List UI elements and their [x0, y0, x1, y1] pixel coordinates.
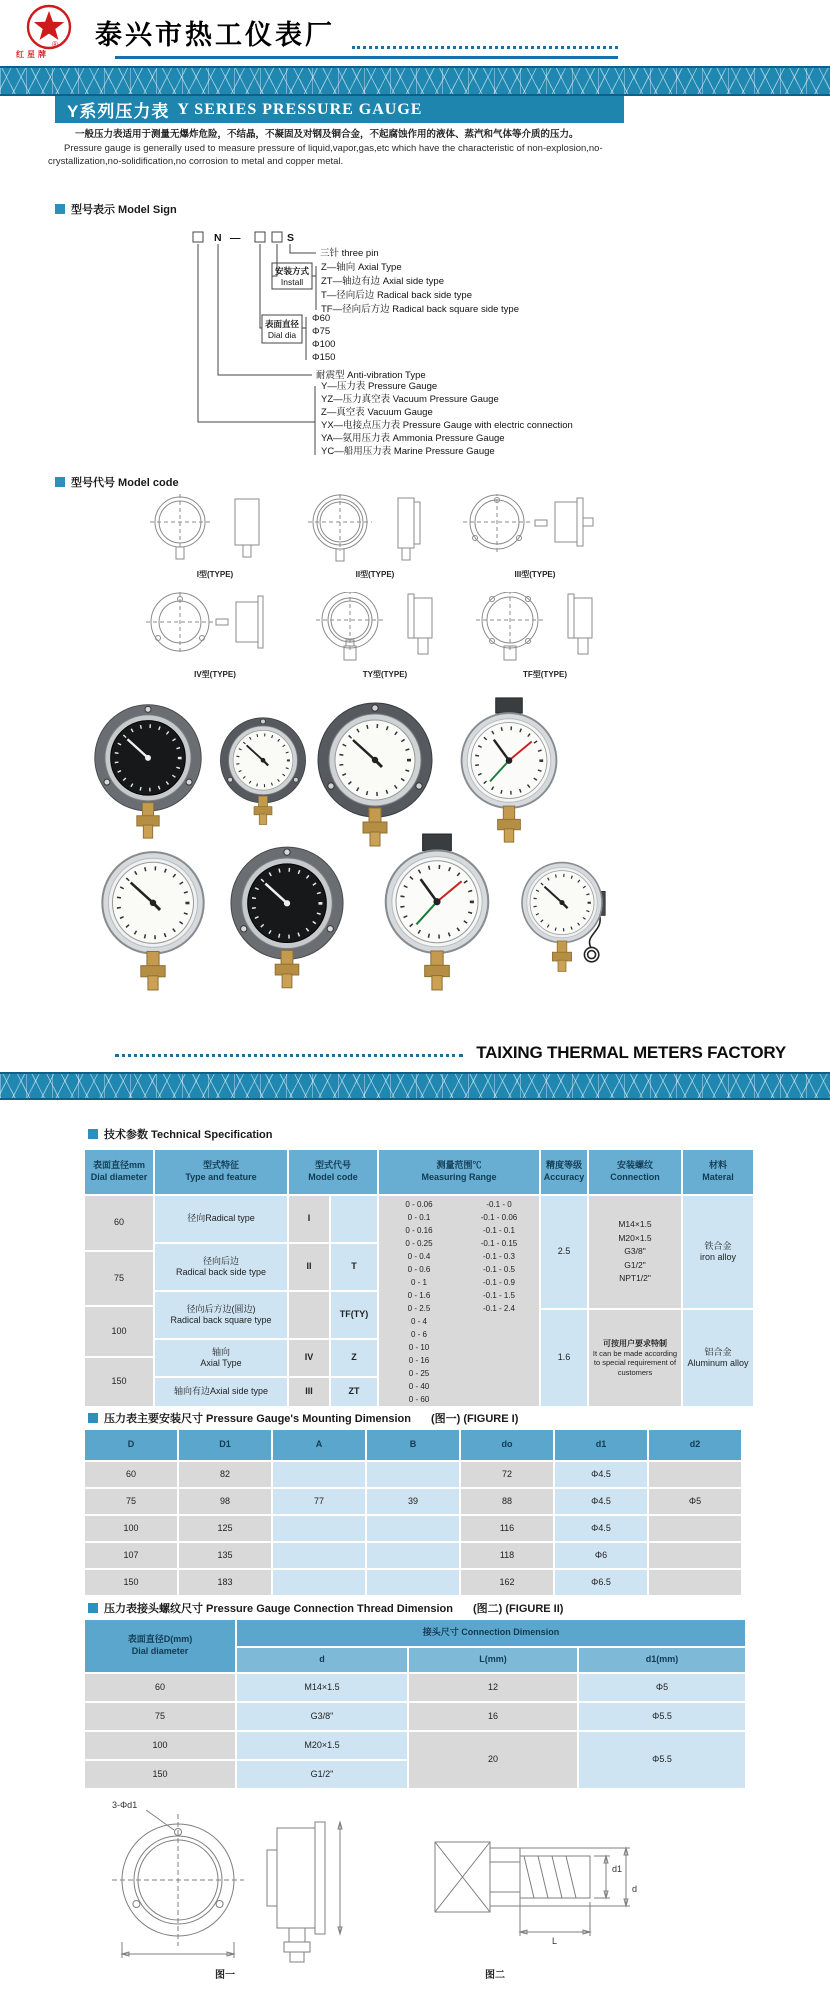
- section-square-icon: [88, 1129, 98, 1139]
- intro-paragraph-cn: 一般压力表适用于测量无爆炸危险，不结晶，不凝固及对钢及铜合金，不起腐蚀作用的液体、蒸汽和气体等介质的压力。: [75, 129, 579, 140]
- brand-label: 红星牌: [16, 50, 49, 59]
- factory-title: 泰兴市热工仪表厂: [95, 20, 335, 50]
- list-line: G3/8": [624, 1246, 646, 1257]
- list-line: 0 - 1: [410, 1278, 427, 1287]
- dial-label-cn: 表面直径: [264, 319, 300, 329]
- install-item-2: T—径向后边 Radical back side type: [321, 290, 472, 301]
- code2-cell: TF(TY): [331, 1292, 377, 1338]
- mnt-cell: 116: [461, 1516, 553, 1541]
- fig2-dim-d: d: [632, 1884, 638, 1894]
- pattern-band-top: [0, 66, 830, 96]
- mnt-cell: Φ6: [555, 1543, 647, 1568]
- list-line: -0.1 - 0.15: [480, 1239, 518, 1248]
- mnt-cell: 88: [461, 1489, 553, 1514]
- mnt-cell: 82: [179, 1462, 271, 1487]
- list-line: 0 - 0.1: [407, 1213, 431, 1222]
- gauge-type-3: YX—电接点压力表 Pressure Gauge with electric connection: [321, 420, 573, 431]
- spec-table: [85, 1150, 753, 1406]
- anti-vibration-label: 耐震型 Anti-vibration Type: [316, 370, 426, 381]
- col-header-type: 型式特征 Type and feature: [155, 1150, 287, 1194]
- mounting-title: 压力表主要安装尺寸 Pressure Gauge's Mounting Dimension (图一) (FIGURE I): [88, 1410, 518, 1426]
- accuracy-column: [541, 1196, 587, 1406]
- token-n: N: [214, 232, 222, 244]
- list-line: M14×1.5: [618, 1219, 652, 1230]
- type-cell: 轴向 Axial Type: [155, 1340, 287, 1376]
- pressure-gauge-photo-8: [514, 838, 610, 988]
- mounting-table: [85, 1430, 745, 1595]
- list-line: 0 - 0.06: [405, 1200, 433, 1209]
- accuracy-upper: 2.5: [541, 1196, 587, 1308]
- mnt-cell: 98: [179, 1489, 271, 1514]
- spec-title: 技术参数 Technical Specification: [88, 1126, 273, 1142]
- list-line: 0 - 1.6: [407, 1291, 431, 1300]
- list-line: 0 - 0.4: [407, 1252, 431, 1261]
- figure2-ref: (图二) (FIGURE II): [473, 1603, 564, 1615]
- series-title-en: Y SERIES PRESSURE GAUGE: [177, 100, 423, 118]
- thr-cell-merged-L: 20: [409, 1732, 577, 1788]
- measuring-range-cell: [379, 1196, 539, 1406]
- code2-cell: T: [331, 1244, 377, 1290]
- dial-label-en: Dial dia: [267, 330, 297, 340]
- type-cell: 轴向有边Axial side type: [155, 1378, 287, 1406]
- figure1-ref: (图一) (FIGURE I): [430, 1413, 519, 1425]
- mnt-header-D: D: [85, 1430, 177, 1460]
- fig2-dim-L: L: [552, 1936, 558, 1946]
- thr-cell: M20×1.5: [237, 1732, 407, 1759]
- mnt-cell: 125: [179, 1516, 271, 1541]
- section-square-icon: [55, 204, 65, 214]
- mnt-cell: 162: [461, 1570, 553, 1595]
- list-line: -0.1 - 0.1: [482, 1226, 515, 1235]
- mnt-header-A: A: [273, 1430, 365, 1460]
- range-list-vacuum: [459, 1198, 539, 1315]
- thr-header-dial: 表面直径D(mm) Dial diameter: [85, 1620, 235, 1672]
- thr-cell-merged-d1: Φ5.5: [579, 1732, 745, 1788]
- mnt-cell: [649, 1543, 741, 1568]
- install-label-cn: 安装方式: [274, 266, 310, 276]
- gauge-type-0: Y—压力表 Pressure Gauge: [321, 381, 438, 392]
- material-aluminum: 铝合金 Aluminum alloy: [683, 1310, 753, 1406]
- mnt-cell: [367, 1570, 459, 1595]
- code2-cell: ZT: [331, 1378, 377, 1406]
- figure2-caption: 图二: [485, 1970, 505, 1981]
- col-header-dial: 表面直径mm Dial diameter: [85, 1150, 153, 1194]
- pressure-gauge-photo-4: [452, 696, 566, 844]
- code2-cell: [331, 1196, 377, 1242]
- code1-cell: II: [289, 1244, 329, 1290]
- thr-cell: 75: [85, 1703, 235, 1730]
- type-drawing-1: [140, 494, 290, 580]
- mnt-cell: [273, 1570, 365, 1595]
- list-line: -0.1 - 0.06: [480, 1213, 518, 1222]
- pressure-gauge-photo-2: [218, 714, 308, 826]
- gauge-type-5: YC—船用压力表 Marine Pressure Gauge: [321, 446, 495, 457]
- mnt-cell: 107: [85, 1543, 177, 1568]
- type-drawing-6: [470, 592, 620, 680]
- list-line: 0 - 0.6: [407, 1265, 431, 1274]
- model-sign-diagram: [130, 226, 710, 468]
- list-line: 0 - 2.5: [407, 1304, 431, 1313]
- thr-cell: Φ5: [579, 1674, 745, 1701]
- mnt-cell: [367, 1516, 459, 1541]
- section-square-icon: [55, 477, 65, 487]
- thr-cell: Φ5.5: [579, 1703, 745, 1730]
- mnt-cell: [367, 1462, 459, 1487]
- pressure-gauge-photo-6: [228, 842, 346, 990]
- mnt-cell: 60: [85, 1462, 177, 1487]
- type-label: I型(TYPE): [196, 570, 234, 579]
- install-item-3: TF—径向后方边 Radical back square side type: [321, 304, 519, 315]
- fig2-dim-d1: d1: [612, 1864, 623, 1874]
- mnt-cell: Φ4.5: [555, 1489, 647, 1514]
- mnt-cell: 150: [85, 1570, 177, 1595]
- mnt-cell: [649, 1570, 741, 1595]
- mnt-cell: Φ4.5: [555, 1462, 647, 1487]
- type-cell: 径向后边 Radical back side type: [155, 1244, 287, 1290]
- list-line: -0.1 - 0.5: [482, 1265, 515, 1274]
- install-item-1: ZT—轴边有边 Axial side type: [321, 276, 444, 287]
- divider-dotted-line: [115, 1040, 463, 1057]
- col-header-range: 测量范围℃ Measuring Range: [379, 1150, 539, 1194]
- registered-mark: ®: [52, 40, 58, 49]
- mnt-cell: 118: [461, 1543, 553, 1568]
- type-cell: 径向Radical type: [155, 1196, 287, 1242]
- list-line: -0.1 - 1.5: [482, 1291, 515, 1300]
- mnt-cell: Φ4.5: [555, 1516, 647, 1541]
- mnt-cell: [273, 1462, 365, 1487]
- pressure-gauge-photo-3: [315, 698, 435, 848]
- mnt-header-d2: d2: [649, 1430, 741, 1460]
- list-line: 0 - 40: [408, 1382, 430, 1391]
- type-drawing-5: [310, 592, 460, 680]
- mnt-cell: 77: [273, 1489, 365, 1514]
- thr-cell: 12: [409, 1674, 577, 1701]
- three-pin-label: 三针 three pin: [320, 248, 379, 259]
- type-drawing-4: [140, 592, 290, 680]
- thr-cell: 60: [85, 1674, 235, 1701]
- dial-100: 100: [85, 1307, 153, 1355]
- dial-item-1: Φ75: [312, 326, 331, 337]
- mnt-cell: [273, 1516, 365, 1541]
- code1-cell: III: [289, 1378, 329, 1406]
- thr-subheader-d1: d1(mm): [579, 1648, 745, 1672]
- dial-75: 75: [85, 1252, 153, 1306]
- mnt-cell: 135: [179, 1543, 271, 1568]
- list-line: -0.1 - 0: [486, 1200, 512, 1209]
- type-label: III型(TYPE): [514, 570, 556, 579]
- type-cell: 径向后方边(圆边) Radical back square type: [155, 1292, 287, 1338]
- mnt-cell: Φ6.5: [555, 1570, 647, 1595]
- pattern-band-middle: [0, 1072, 830, 1100]
- install-label-en: Install: [280, 277, 304, 287]
- col-header-material: 材料 Materal: [683, 1150, 753, 1194]
- col-header-code: 型式代号 Model code: [289, 1150, 377, 1194]
- gauge-type-4: YA—氨用压力表 Ammonia Pressure Gauge: [321, 433, 505, 444]
- mnt-cell: 39: [367, 1489, 459, 1514]
- list-line: -0.1 - 2.4: [482, 1304, 515, 1313]
- mnt-cell: 75: [85, 1489, 177, 1514]
- code1-cell: [289, 1292, 329, 1338]
- mnt-cell: [649, 1462, 741, 1487]
- type-label: TY型(TYPE): [362, 670, 408, 679]
- list-line: -0.1 - 0.3: [482, 1252, 515, 1261]
- list-line: 0 - 25: [408, 1369, 430, 1378]
- dimension-figures: [0, 1792, 830, 1964]
- type-label: TF型(TYPE): [523, 670, 567, 679]
- thr-subheader-L: L(mm): [409, 1648, 577, 1672]
- dial-item-3: Φ150: [312, 352, 336, 363]
- mnt-cell: [273, 1543, 365, 1568]
- thr-subheader-d: d: [237, 1648, 407, 1672]
- dial-150: 150: [85, 1358, 153, 1406]
- list-line: 0 - 0.25: [405, 1239, 433, 1248]
- col-header-connection: 安装螺纹 Connection: [589, 1150, 681, 1194]
- thr-cell: G1/2": [237, 1761, 407, 1788]
- factory-name-en: TAIXING THERMAL METERS FACTORY: [476, 1043, 786, 1062]
- token-s: S: [287, 232, 295, 244]
- accuracy-lower: 1.6: [541, 1310, 587, 1406]
- range-list-positive: [379, 1198, 459, 1406]
- connection-column: [589, 1196, 681, 1406]
- list-line: -0.1 - 0.9: [482, 1278, 515, 1287]
- code2-cell: Z: [331, 1340, 377, 1376]
- figure1-caption: 图一: [215, 1970, 235, 1981]
- col-header-accuracy: 精度等级 Accuracy: [541, 1150, 587, 1194]
- thr-cell: 100: [85, 1732, 235, 1759]
- thr-cell: M14×1.5: [237, 1674, 407, 1701]
- series-banner: [55, 96, 624, 123]
- list-line: 0 - 16: [408, 1356, 430, 1365]
- mnt-header-D1: D1: [179, 1430, 271, 1460]
- mnt-cell: [367, 1543, 459, 1568]
- pressure-gauge-photo-7: [364, 832, 510, 992]
- material-column: [683, 1196, 753, 1406]
- model-code-title: 型号代号 Model code: [55, 474, 179, 490]
- section-square-icon: [88, 1413, 98, 1423]
- model-sign-title: 型号表示 Model Sign: [55, 201, 177, 217]
- title-dotted-line: [352, 28, 618, 49]
- dial-item-0: Φ60: [312, 313, 331, 324]
- mnt-header-do: do: [461, 1430, 553, 1460]
- dial-item-2: Φ100: [312, 339, 336, 350]
- type-drawing-3: [455, 494, 615, 580]
- list-line: G1/2": [624, 1259, 646, 1270]
- material-iron: 铁合金 iron alloy: [683, 1196, 753, 1308]
- list-line: 0 - 0.16: [405, 1226, 433, 1235]
- mnt-header-B: B: [367, 1430, 459, 1460]
- list-line: 0 - 60: [408, 1395, 430, 1404]
- list-line: 0 - 4: [410, 1317, 427, 1326]
- pressure-gauge-photo-5: [92, 840, 214, 992]
- dial-diameter-column: [85, 1196, 153, 1406]
- series-title-cn: Y系列压力表: [67, 102, 170, 121]
- token-dash: —: [230, 232, 241, 244]
- header-rule: [115, 56, 618, 59]
- thr-cell: 150: [85, 1761, 235, 1788]
- mnt-cell: 72: [461, 1462, 553, 1487]
- connection-threads: [589, 1196, 681, 1308]
- mnt-cell: Φ5: [649, 1489, 741, 1514]
- thread-table: [85, 1620, 745, 1788]
- code1-cell: IV: [289, 1340, 329, 1376]
- fig1-annotation: 3-Φd1: [112, 1800, 138, 1810]
- list-line: NPT1/2": [619, 1273, 651, 1284]
- type-label: II型(TYPE): [355, 570, 395, 579]
- connection-custom: 可按用户要求特制 It can be made according to special requirement of customers: [589, 1310, 681, 1406]
- install-item-0: Z—轴向 Axial Type: [321, 262, 402, 273]
- mnt-cell: 183: [179, 1570, 271, 1595]
- thr-cell: G3/8": [237, 1703, 407, 1730]
- mnt-cell: 100: [85, 1516, 177, 1541]
- code1-cell: I: [289, 1196, 329, 1242]
- list-line: M20×1.5: [618, 1232, 652, 1243]
- thr-cell: 16: [409, 1703, 577, 1730]
- gauge-type-1: YZ—压力真空表 Vacuum Pressure Gauge: [321, 394, 499, 405]
- type-label: IV型(TYPE): [194, 670, 236, 679]
- intro-paragraph-en: Pressure gauge is generally used to measure pressure of liquid,vapor,gas,etc which have the characteristic of non-explosion,no-crystallization,no-solidification,no corrosion to metal and copper metal.: [48, 143, 603, 167]
- list-line: 0 - 10: [408, 1343, 430, 1352]
- section-square-icon: [88, 1603, 98, 1613]
- thr-header-connection: 接头尺寸 Connection Dimension: [237, 1620, 745, 1646]
- dial-60: 60: [85, 1196, 153, 1250]
- list-line: 0 - 6: [410, 1330, 427, 1339]
- mnt-cell: [649, 1516, 741, 1541]
- type-drawing-2: [300, 494, 450, 580]
- pressure-gauge-photo-1: [92, 700, 204, 840]
- thread-title: 压力表接头螺纹尺寸 Pressure Gauge Connection Thread Dimension (图二) (FIGURE II): [88, 1600, 563, 1616]
- mnt-header-d1: d1: [555, 1430, 647, 1460]
- gauge-type-2: Z—真空表 Vacuum Gauge: [321, 407, 433, 418]
